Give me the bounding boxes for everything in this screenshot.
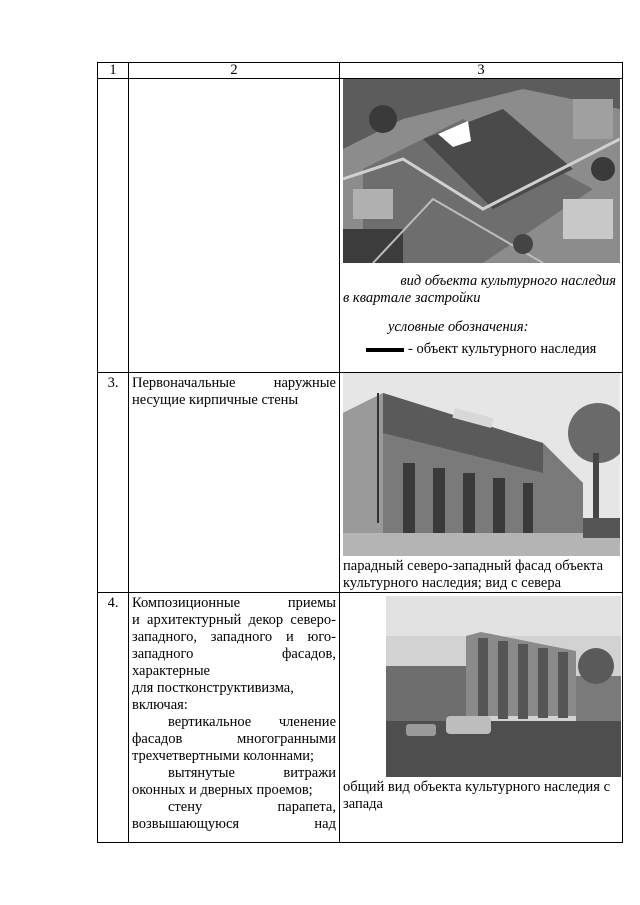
desc-line: несущие кирпичные стены <box>132 392 299 408</box>
header-col-2: 2 <box>129 63 340 79</box>
west-view-caption: общий вид объекта культурного наследия с запада <box>343 779 611 812</box>
desc-line: фасадов многогранными <box>132 731 336 747</box>
desc-line: трехчетвертными колоннами; <box>132 748 315 764</box>
legend-line-icon <box>366 348 404 352</box>
row-description <box>129 593 340 843</box>
aerial-photo <box>343 79 620 263</box>
header-col-3: 3 <box>340 63 623 79</box>
desc-line: включая: <box>132 697 188 713</box>
header-col-1: 1 <box>98 63 129 79</box>
aerial-caption-line-2: в квартале застройки <box>343 290 481 306</box>
legend-title: условные обозначения: <box>388 319 529 335</box>
photo-cell-facade <box>340 373 623 593</box>
heritage-table <box>97 62 623 843</box>
desc-word: наружные <box>273 375 336 391</box>
desc-line: западного, западного и юго- <box>132 629 336 645</box>
desc-line: стену парапета, <box>168 799 336 815</box>
photo-cell-aerial <box>340 79 623 373</box>
row-number: 4. <box>98 593 129 843</box>
desc-line: западного фасадов, <box>132 646 336 662</box>
table-row-3 <box>98 373 623 593</box>
legend-item-label: - объект культурного наследия <box>408 341 597 357</box>
desc-line: для постконструктивизма, <box>132 680 294 696</box>
row-number: 3. <box>98 373 129 593</box>
desc-line: Композиционные приемы <box>132 595 336 611</box>
table-row-4 <box>98 593 623 843</box>
facade-photo <box>343 373 620 556</box>
row-description <box>129 373 340 593</box>
table-row-aerial <box>98 79 623 373</box>
desc-line: вытянутые витражи <box>168 765 336 781</box>
desc-line: оконных и дверных проемов; <box>132 782 313 798</box>
west-view-photo <box>386 596 621 777</box>
photo-cell-west <box>340 593 623 843</box>
desc-line: и архитектурный декор северо- <box>132 612 336 628</box>
row-description <box>129 79 340 373</box>
desc-line: возвышающуюся над <box>132 816 336 832</box>
desc-line: вертикальное членение <box>168 714 336 730</box>
row-number <box>98 79 129 373</box>
table-header-row <box>98 63 623 79</box>
desc-line: характерные <box>132 663 210 679</box>
aerial-caption-line-1: вид объекта культурного наследия <box>400 273 616 289</box>
legend-item <box>340 341 622 358</box>
facade-caption: парадный северо-западный фасад объекта культурного наследия; вид с севера <box>343 558 604 591</box>
desc-word: Первоначальные <box>132 375 236 391</box>
